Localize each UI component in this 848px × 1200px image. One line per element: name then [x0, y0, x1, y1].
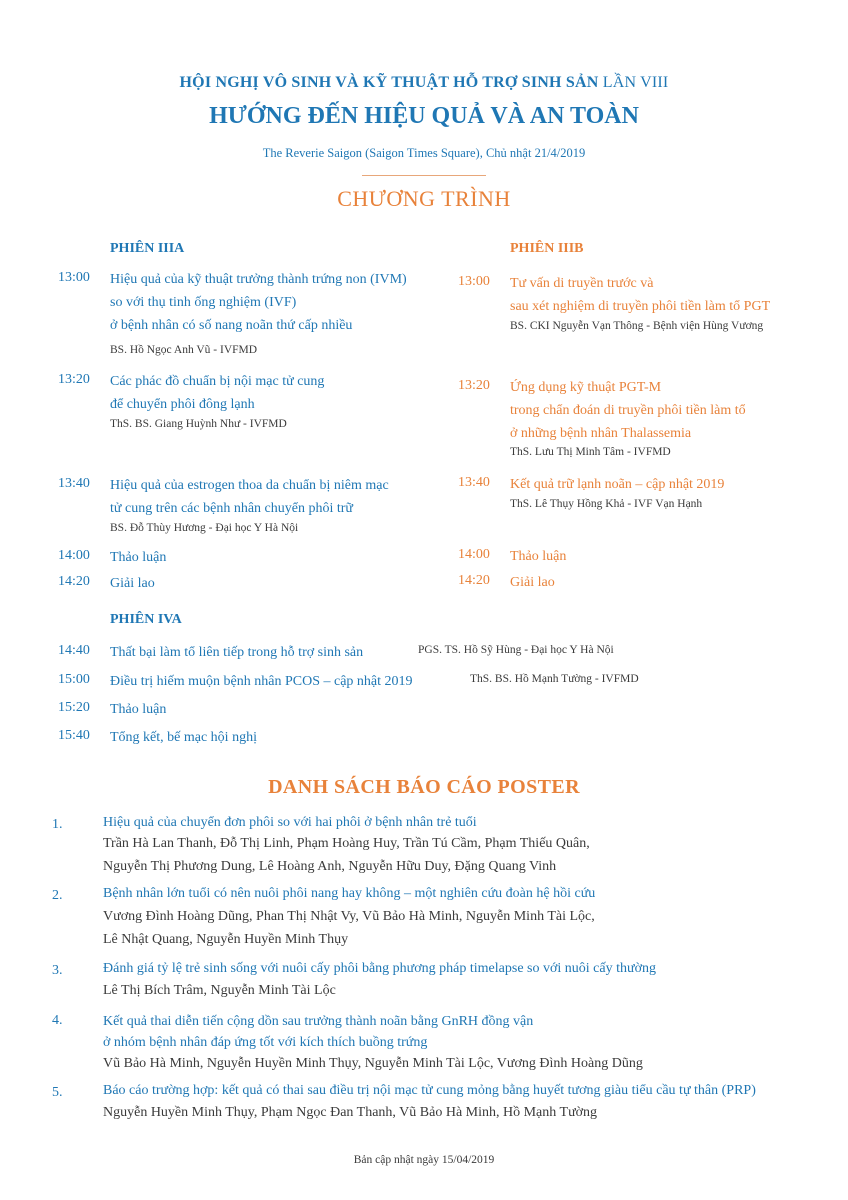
session-3a-time-1: 13:00: [58, 270, 90, 285]
poster-number-1: 1.: [52, 817, 63, 832]
conference-edition: LẦN VIII: [602, 74, 669, 91]
author-line: Trần Hà Lan Thanh, Đỗ Thị Linh, Phạm Hoàng Huy, Trần Tú Cầm, Phạm Thiếu Quân,: [103, 836, 590, 851]
session-3b-talk-4: Thảo luận: [510, 549, 567, 564]
poster-authors-5: Nguyễn Huyền Minh Thụy, Phạm Ngọc Đan Thanh, Vũ Bảo Hà Minh, Hồ Mạnh Tường: [103, 1105, 598, 1120]
conference-title-main: HỘI NGHỊ VÔ SINH VÀ KỸ THUẬT HỖ TRỢ SINH SẢN: [179, 74, 599, 91]
session-4a-talk-4: Tổng kết, bế mạc hội nghị: [110, 730, 257, 745]
poster-title-1: Hiệu quả của chuyển đơn phôi so với hai phôi ở bệnh nhân trẻ tuổi: [103, 815, 477, 830]
poster-number-2: 2.: [52, 888, 63, 903]
session-4a-talk-2: Điều trị hiếm muộn bệnh nhân PCOS – cập nhật 2019: [110, 674, 413, 689]
session-4a-time-3: 15:20: [58, 700, 90, 715]
session-3b-time-3: 13:40: [458, 475, 490, 490]
session-3a-talk-3: [110, 474, 440, 520]
session-3a-talk-5: Giải lao: [110, 576, 155, 591]
poster-number-4: 4.: [52, 1013, 63, 1028]
conference-venue: The Reverie Saigon (Saigon Times Square), Chủ nhật 21/4/2019: [262, 146, 586, 160]
poster-number-3: 3.: [52, 963, 63, 978]
header-divider: [362, 175, 486, 176]
talk-line: Các phác đồ chuẩn bị nội mạc tử cung: [110, 374, 325, 389]
session-3b-time-1: 13:00: [458, 274, 490, 289]
talk-line: trong chẩn đoán di truyền phôi tiền làm tổ: [510, 403, 746, 418]
talk-line: tử cung trên các bệnh nhân chuyển phôi trữ: [110, 501, 353, 516]
session-3b-talk-1: [510, 272, 830, 318]
talk-line: Tư vấn di truyền trước và: [510, 276, 654, 291]
session-3b-speaker-2: ThS. Lưu Thị Minh Tâm - IVFMD: [510, 446, 671, 458]
session-3b-time-5: 14:20: [458, 573, 490, 588]
talk-line: Ứng dụng kỹ thuật PGT-M: [510, 380, 662, 395]
talk-line: sau xét nghiệm di truyền phôi tiền làm tổ PGT: [510, 299, 771, 314]
poster-authors-4: Vũ Bảo Hà Minh, Nguyễn Huyền Minh Thụy, Nguyễn Minh Tài Lộc, Vương Đình Hoàng Dũng: [103, 1056, 643, 1071]
talk-line: Hiệu quả của kỹ thuật trưởng thành trứng non (IVM): [110, 272, 407, 287]
poster-number-5: 5.: [52, 1085, 63, 1100]
poster-title-2: Bệnh nhân lớn tuổi có nên nuôi phôi nang hay không – một nghiên cứu đoàn hệ hồi cứu: [103, 886, 596, 901]
session-3b-title: PHIÊN IIIB: [510, 241, 584, 256]
program-title: CHƯƠNG TRÌNH: [337, 186, 511, 211]
talk-line: Hiệu quả của estrogen thoa da chuẩn bị niêm mạc: [110, 478, 389, 493]
talk-line: ở những bệnh nhân Thalassemia: [510, 426, 692, 441]
footer-update-date: Bản cập nhật ngày 15/04/2019: [353, 1154, 495, 1166]
session-3a-time-5: 14:20: [58, 574, 90, 589]
session-3a-speaker-3: BS. Đỗ Thùy Hương - Đại học Y Hà Nội: [110, 522, 299, 534]
author-line: Vương Đình Hoàng Dũng, Phan Thị Nhật Vy, Vũ Bảo Hà Minh, Nguyễn Minh Tài Lộc,: [103, 909, 595, 924]
session-3a-time-2: 13:20: [58, 372, 90, 387]
session-3a-talk-4: Thảo luận: [110, 550, 167, 565]
session-4a-talk-1: Thất bại làm tổ liên tiếp trong hỗ trợ sinh sản: [110, 645, 364, 660]
talk-line: để chuyển phôi đông lạnh: [110, 397, 255, 412]
talk-line: ở bệnh nhân có số nang noãn thứ cấp nhiều: [110, 318, 353, 333]
session-3b-talk-5: Giải lao: [510, 575, 555, 590]
session-3a-talk-2: [110, 370, 440, 416]
poster-authors-1: [103, 832, 823, 878]
poster-authors-2: [103, 905, 823, 951]
session-4a-time-2: 15:00: [58, 672, 90, 687]
session-4a-time-1: 14:40: [58, 643, 90, 658]
session-4a-talk-3: Thảo luận: [110, 702, 167, 717]
session-3b-speaker-1: BS. CKI Nguyễn Vạn Thông - Bệnh viện Hùng Vương: [510, 320, 764, 332]
session-3a-time-3: 13:40: [58, 476, 90, 491]
session-3a-talk-1: [110, 268, 440, 337]
session-3b-time-4: 14:00: [458, 547, 490, 562]
author-line: Nguyễn Thị Phương Dung, Lê Hoàng Anh, Nguyễn Hữu Duy, Đặng Quang Vinh: [103, 859, 557, 874]
poster-title-5: Báo cáo trường hợp: kết quả có thai sau điều trị nội mạc tử cung mỏng bằng huyết tương giàu tiểu cầu tự thân (PRP): [103, 1083, 756, 1098]
session-3a-speaker-1: BS. Hồ Ngọc Anh Vũ - IVFMD: [110, 344, 258, 356]
title-line: ở nhóm bệnh nhân đáp ứng tốt với kích thích buồng trứng: [103, 1035, 428, 1050]
poster-title-3: Đánh giá tỷ lệ trẻ sinh sống với nuôi cấy phôi bằng phương pháp timelapse so với nuôi cấy thường: [103, 961, 656, 976]
session-3b-talk-3: Kết quả trữ lạnh noãn – cập nhật 2019: [510, 477, 725, 492]
session-3b-talk-2: [510, 376, 830, 445]
poster-title-4: [103, 1011, 533, 1053]
session-4a-title: PHIÊN IVA: [110, 612, 182, 627]
session-4a-speaker-1: PGS. TS. Hồ Sỹ Hùng - Đại học Y Hà Nội: [418, 644, 614, 656]
session-3a-time-4: 14:00: [58, 548, 90, 563]
session-3b-speaker-3: ThS. Lê Thụy Hồng Khả - IVF Vạn Hạnh: [510, 498, 703, 510]
session-4a-time-4: 15:40: [58, 728, 90, 743]
session-4a-speaker-2: ThS. BS. Hồ Mạnh Tường - IVFMD: [470, 673, 639, 685]
conference-subtitle: HƯỚNG ĐẾN HIỆU QUẢ VÀ AN TOÀN: [209, 103, 639, 129]
talk-line: so với thụ tinh ống nghiệm (IVF): [110, 295, 297, 310]
session-3a-speaker-2: ThS. BS. Giang Huỳnh Như - IVFMD: [110, 418, 287, 430]
author-line: Lê Nhật Quang, Nguyễn Huyền Minh Thụy: [103, 932, 349, 947]
session-3a-title: PHIÊN IIIA: [110, 241, 185, 256]
conference-title: [0, 74, 848, 92]
poster-authors-3: Lê Thị Bích Trâm, Nguyễn Minh Tài Lộc: [103, 983, 336, 998]
title-line: Kết quả thai diễn tiến cộng dồn sau trưởng thành noãn bằng GnRH đồng vận: [103, 1014, 534, 1029]
session-3b-time-2: 13:20: [458, 378, 490, 393]
poster-list-title: DANH SÁCH BÁO CÁO POSTER: [268, 776, 580, 798]
